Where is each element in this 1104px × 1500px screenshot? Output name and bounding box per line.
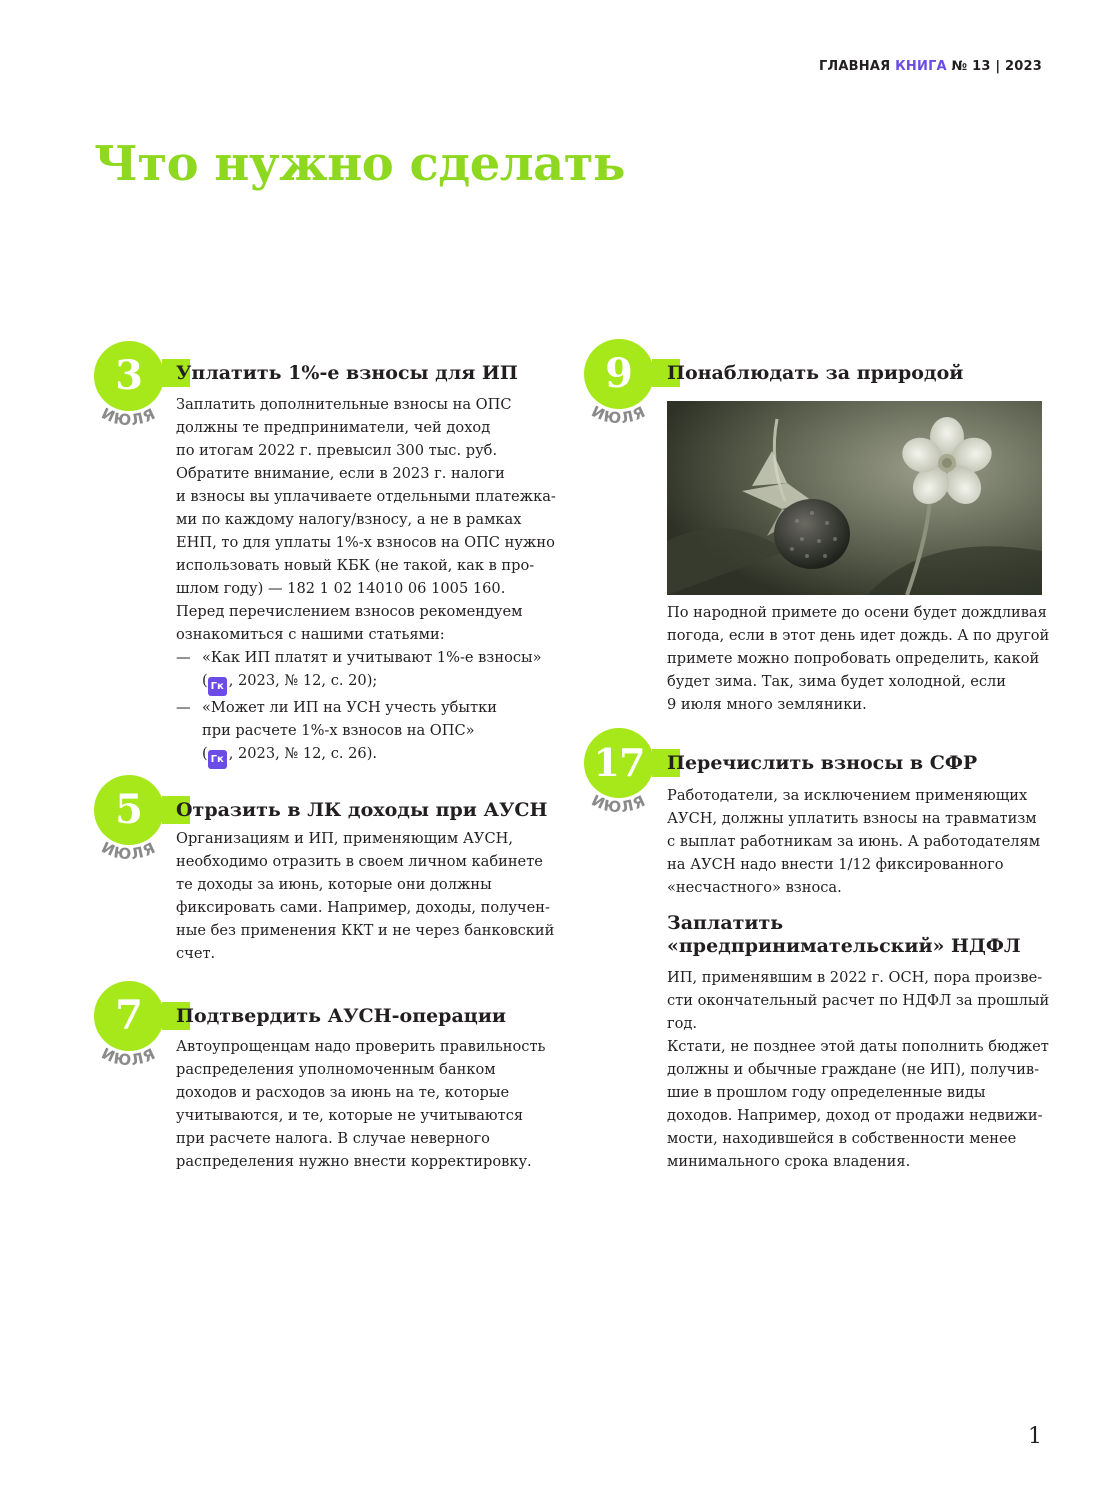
body-line: Обратите внимание, если в 2023 г. налоги	[176, 465, 505, 482]
body-line: распределения уполномоченным банком	[176, 1061, 496, 1078]
svg-text:ИЮЛЯ: ИЮЛЯ	[588, 402, 650, 428]
body-line: сти окончательный расчет по НДФЛ за прошлый	[667, 992, 1050, 1009]
subsection-body	[667, 966, 1049, 1173]
date-badge	[94, 981, 164, 1070]
body-line: погода, если в этот день идет дождь. А по другой	[667, 627, 1050, 644]
body-line: доходов и расходов за июнь на те, которые	[176, 1084, 510, 1101]
body-line: Организациям и ИП, применяющим АУСН,	[176, 830, 514, 847]
body-line: ЕНП, то для уплаты 1%-х взносов на ОПС нужно	[176, 534, 555, 551]
article-ref: ( Гк , 2023, № 12, с. 20);	[202, 669, 556, 696]
body-line: на АУСН надо внести 1/12 фиксированного	[667, 856, 1004, 873]
page-title: Что нужно сделать	[94, 136, 626, 192]
body-line: минимального срока владения.	[667, 1153, 911, 1170]
month-label	[86, 353, 172, 439]
article-link-1[interactable]	[176, 646, 556, 696]
masthead	[819, 59, 1042, 74]
body-line: шлом году) — 182 1 02 14010 06 1005 160.	[176, 580, 506, 597]
body-line: Заплатить дополнительные взносы на ОПС	[176, 396, 512, 413]
article-title: «Может ли ИП на УСН учесть убытки	[202, 699, 497, 716]
entry-body	[176, 393, 556, 769]
body-line: Работодатели, за исключением применяющих	[667, 787, 1028, 804]
body-line: те доходы за июнь, которые они должны	[176, 876, 492, 893]
body-line: будет зима. Так, зима будет холодной, если	[667, 673, 1007, 690]
entry-body-july-17	[667, 784, 1040, 899]
body-line: ознакомиться с нашими статьями:	[176, 626, 445, 643]
body-line: при расчете налога. В случае неверного	[176, 1130, 490, 1147]
entry-title: Понаблюдать за природой	[667, 362, 964, 384]
brand-name-accent: КНИГА	[895, 59, 947, 74]
body-line: по итогам 2022 г. превысил 300 тыс. руб.	[176, 442, 498, 459]
body-line: и взносы вы уплачиваете отдельными платежка-	[176, 488, 556, 505]
entry-body	[176, 1035, 545, 1173]
body-line: шие в прошлом году определенные виды	[667, 1084, 986, 1101]
body-line: использовать новый КБК (не такой, как в про-	[176, 557, 535, 574]
body-line: ИП, применявшим в 2022 г. ОСН, пора произве-	[667, 969, 1043, 986]
body-line: АУСН, должны уплатить взносы на травматизм	[667, 810, 1037, 827]
body-line: год.	[667, 1015, 698, 1032]
article-link-2[interactable]	[176, 696, 556, 769]
gk-logo-icon: Гк	[208, 677, 227, 696]
svg-text:ИЮЛЯ: ИЮЛЯ	[98, 1044, 160, 1070]
body-line: учитываются, и те, которые не учитываются	[176, 1107, 524, 1124]
month-label	[86, 787, 172, 873]
dash-bullet: —	[176, 649, 191, 666]
date-day: 9	[605, 350, 633, 397]
month-label	[576, 351, 662, 437]
date-day: 17	[593, 740, 645, 785]
body-line: доходов. Например, доход от продажи недвижи-	[667, 1107, 1043, 1124]
body-line: 9 июля много земляники.	[667, 696, 867, 713]
svg-text:ИЮЛЯ: ИЮЛЯ	[588, 791, 650, 817]
gk-logo-icon: Гк	[208, 750, 227, 769]
subsection-title-line: Заплатить	[667, 912, 784, 934]
body-line: примете можно попробовать определить, какой	[667, 650, 1040, 667]
body-line: фиксировать сами. Например, доходы, получен-	[176, 899, 550, 916]
date-badge	[584, 728, 654, 817]
body-line: Автоупрощенцам надо проверить правильность	[176, 1038, 546, 1055]
date-day: 3	[115, 352, 143, 399]
body-line: ми по каждому налогу/взносу, а не в рамках	[176, 511, 522, 528]
body-line: должны и обычные граждане (не ИП), получив-	[667, 1061, 1040, 1078]
date-badge	[94, 775, 164, 864]
page-number: 1	[1028, 1424, 1042, 1449]
body-line: Кстати, не позднее этой даты пополнить бюджет	[667, 1038, 1049, 1055]
date-badge	[94, 341, 164, 430]
brand-name: ГЛАВНАЯ	[818, 59, 891, 74]
body-line: Перед перечислением взносов рекомендуем	[176, 603, 523, 620]
date-day: 7	[115, 992, 143, 1039]
subsection-title-line: «предпринимательский» НДФЛ	[667, 935, 1021, 957]
strawberry-photo	[667, 401, 1042, 595]
body-line: распределения нужно внести корректировку.	[176, 1153, 532, 1170]
article-ref: ( Гк , 2023, № 12, с. 26).	[202, 742, 556, 769]
body-line: с выплат работникам за июнь. А работодателям	[667, 833, 1041, 850]
body-line: «несчастного» взноса.	[667, 879, 842, 896]
article-title: «Как ИП платят и учитывают 1%-е взносы»	[202, 649, 542, 666]
body-line: ные без применения ККТ и не через банковский	[176, 922, 555, 939]
date-day: 5	[115, 786, 143, 833]
entry-title: Отразить в ЛК доходы при АУСН	[176, 799, 548, 821]
entry-title: Уплатить 1%-е взносы для ИП	[176, 362, 518, 384]
body-line: должны те предприниматели, чей доход	[176, 419, 491, 436]
body-line: счет.	[176, 945, 216, 962]
month-label	[86, 993, 172, 1079]
body-line: мости, находившейся в собственности менее	[667, 1130, 1017, 1147]
entry-body	[176, 827, 554, 965]
entry-title: Подтвердить АУСН-операции	[176, 1005, 507, 1027]
issue-number: № 13 | 2023	[951, 59, 1042, 74]
svg-text:ИЮЛЯ: ИЮЛЯ	[98, 838, 160, 864]
entry-title: Перечислить взносы в СФР	[667, 752, 978, 774]
subsection-title	[667, 912, 1021, 958]
svg-text:ИЮЛЯ: ИЮЛЯ	[98, 404, 160, 430]
month-label	[576, 740, 662, 826]
dash-bullet: —	[176, 699, 191, 716]
body-line: По народной примете до осени будет дождливая	[667, 604, 1047, 621]
date-badge	[584, 339, 654, 428]
article-title: при расчете 1%-х взносов на ОПС»	[202, 722, 475, 739]
entry-body-july-9	[667, 601, 1049, 716]
body-line: необходимо отразить в своем личном кабинете	[176, 853, 543, 870]
